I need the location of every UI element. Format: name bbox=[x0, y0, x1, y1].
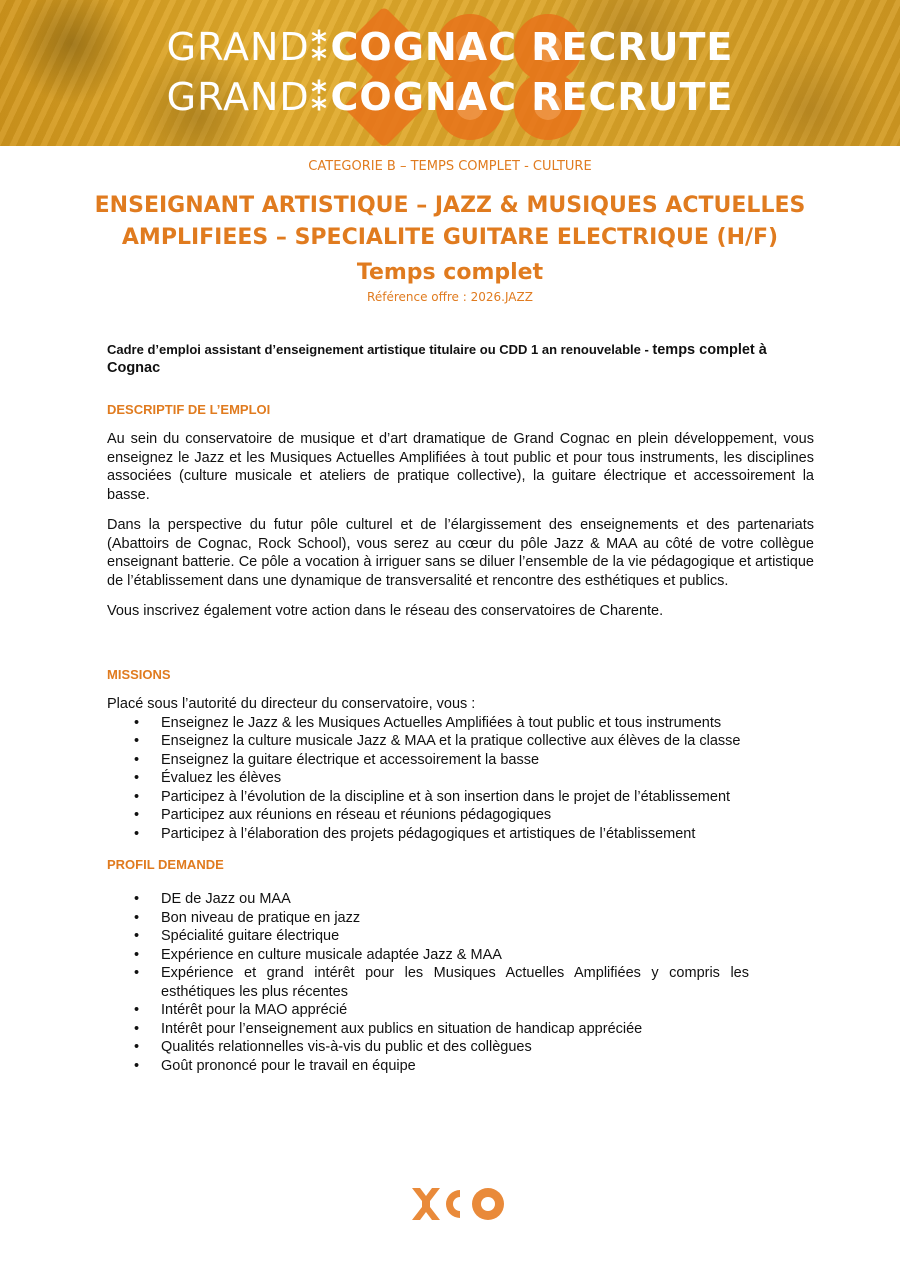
profil-body bbox=[107, 890, 749, 1075]
descriptif-paragraph: Au sein du conservatoire de musique et d’art dramatique de Grand Cognac en plein développement, vous enseignez le Jazz et les Musiques Actuelles Amplifiées à tout public et pour tous instruments, les disciplines associées (culture musicale et ateliers de pratique collective), la guitare électrique et accessoirement la basse. bbox=[107, 431, 814, 503]
job-title-line-1: ENSEIGNANT ARTISTIQUE – JAZZ & MUSIQUES ACTUELLES bbox=[94, 193, 806, 218]
list-item: • Enseignez la culture musicale Jazz & MAA et la pratique collective aux élèves de la classe bbox=[107, 732, 814, 751]
header-banner bbox=[0, 0, 900, 146]
banner-title-line-1 bbox=[0, 25, 900, 69]
cadre-highlight: temps complet à Cognac bbox=[107, 342, 767, 376]
missions-intro: Placé sous l’autorité du directeur du conservatoire, vous : bbox=[107, 696, 476, 712]
descriptif-paragraph: Dans la perspective du futur pôle culturel et de l’élargissement des enseignements et des partenariats (Abattoirs de Cognac, Rock School), vous serez au cœur du pôle Jazz & MAA au côté de votre collègue enseignant batterie. Ce pôle a vocation à irriguer sans se diluer l’ensemble de la vie pédagogique et artistique de l’établissement dans une dynamique de transversalité et rencontre des esthétiques et publics. bbox=[107, 517, 814, 589]
banner-title-grand: GRAND bbox=[166, 75, 310, 119]
descriptif-paragraph: Vous inscrivez également votre action dans le réseau des conservatoires de Charente. bbox=[107, 603, 664, 619]
banner-title-cognac: COGNAC RECRUTE bbox=[330, 75, 734, 119]
cadre-emploi bbox=[107, 341, 814, 377]
section-title-profil: PROFIL DEMANDE bbox=[107, 857, 224, 872]
list-item: • Qualités relationnelles vis-à-vis du public et des collègues bbox=[107, 1038, 749, 1057]
list-item: • Intérêt pour l’enseignement aux publics en situation de handicap appréciée bbox=[107, 1020, 749, 1039]
job-title bbox=[0, 190, 900, 254]
list-item: • Enseignez le Jazz & les Musiques Actuelles Amplifiées à tout public et tous instruments bbox=[107, 714, 814, 733]
banner-x-icon: ⁑ bbox=[309, 75, 331, 119]
missions-list bbox=[107, 714, 814, 844]
missions-body bbox=[107, 695, 814, 843]
list-item: • Spécialité guitare électrique bbox=[107, 927, 749, 946]
grand-cognac-logo-icon bbox=[410, 1184, 510, 1224]
list-item: • Expérience en culture musicale adaptée Jazz & MAA bbox=[107, 946, 749, 965]
list-item: • DE de Jazz ou MAA bbox=[107, 890, 749, 909]
list-item: • Intérêt pour la MAO apprécié bbox=[107, 1001, 749, 1020]
list-item: • Évaluez les élèves bbox=[107, 769, 814, 788]
list-item: • Bon niveau de pratique en jazz bbox=[107, 909, 749, 928]
profil-list bbox=[107, 890, 749, 1075]
banner-title-cognac: COGNAC RECRUTE bbox=[330, 25, 734, 69]
job-title-line-2: AMPLIFIEES – SPECIALITE GUITARE ELECTRIQUE (H/F) bbox=[121, 225, 779, 250]
list-item: • Participez à l’élaboration des projets pédagogiques et artistiques de l’établissement bbox=[107, 825, 814, 844]
section-title-missions: MISSIONS bbox=[107, 667, 171, 682]
section-title-descriptif: DESCRIPTIF DE L’EMPLOI bbox=[107, 402, 271, 417]
descriptif-body bbox=[107, 430, 814, 621]
banner-x-icon: ⁑ bbox=[309, 25, 331, 69]
job-subtitle: Temps complet bbox=[356, 260, 544, 285]
list-item: • Participez à l’évolution de la discipline et à son insertion dans le projet de l’établissement bbox=[107, 788, 814, 807]
list-item: • Enseignez la guitare électrique et accessoirement la basse bbox=[107, 751, 814, 770]
job-reference: Référence offre : 2026.JAZZ bbox=[367, 290, 533, 304]
banner-title-line-2 bbox=[0, 75, 900, 119]
banner-title-grand: GRAND bbox=[166, 25, 310, 69]
cadre-text: Cadre d’emploi assistant d’enseignement artistique titulaire ou CDD 1 an renouvelable - bbox=[107, 342, 653, 357]
list-item: • Goût prononcé pour le travail en équipe bbox=[107, 1057, 749, 1076]
banner-decoration bbox=[0, 0, 900, 146]
job-category: CATEGORIE B – TEMPS COMPLET - CULTURE bbox=[308, 159, 592, 174]
list-item: • Participez aux réunions en réseau et réunions pédagogiques bbox=[107, 806, 814, 825]
list-item: • Expérience et grand intérêt pour les Musiques Actuelles Amplifiées y compris les esthétiques les plus récentes bbox=[107, 964, 749, 1001]
